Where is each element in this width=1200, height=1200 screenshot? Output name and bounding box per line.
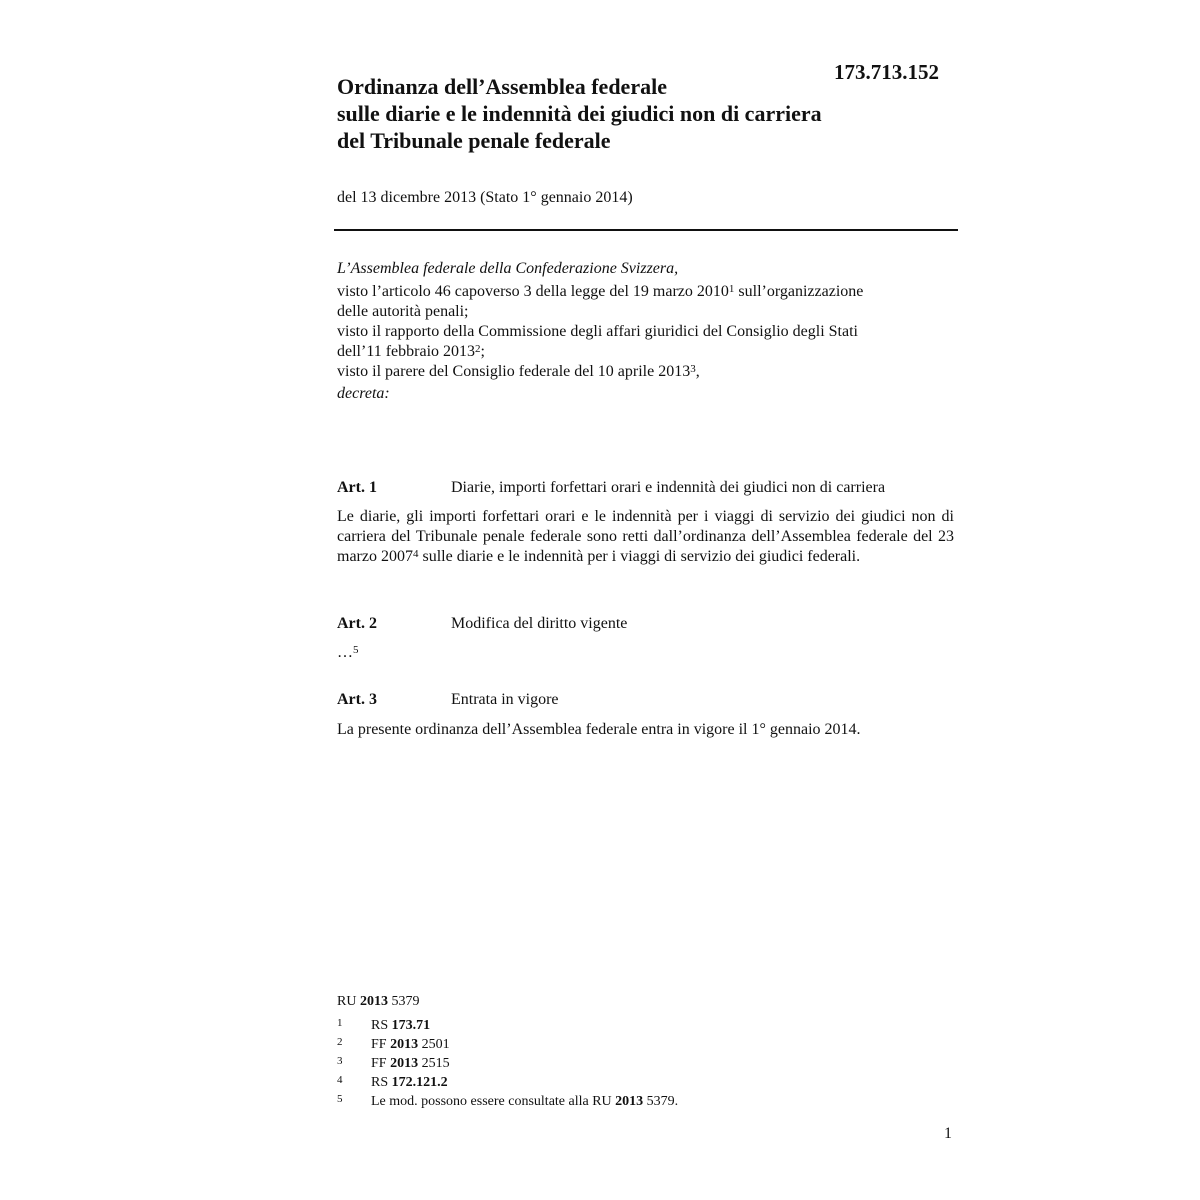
footnote — [337, 1091, 678, 1110]
footnote-prefix: RS — [371, 1075, 389, 1090]
footnote-suffix: 2515 — [421, 1056, 450, 1071]
footnote-bold: 2013 — [615, 1094, 644, 1109]
article-3-text: La presente ordinanza dell’Assemblea federale entra in vigore il 1° gennaio 2014. — [337, 721, 861, 738]
preamble-visto-1 — [337, 282, 957, 302]
footnote-suffix: 2501 — [421, 1037, 450, 1052]
preamble-text: visto l’articolo 46 capoverso 3 della legge del 19 marzo 2010 — [337, 283, 729, 300]
article-label: Art. 2 — [337, 615, 377, 632]
header-divider — [334, 229, 958, 231]
preamble-visto-1-cont: delle autorità penali; — [337, 303, 469, 320]
article-title: Diarie, importi forfettari orari e indennità dei giudici non di carriera — [451, 479, 886, 496]
footnote-number: 4 — [337, 1074, 343, 1086]
article-2-heading — [337, 615, 627, 633]
ru-page: 5379 — [391, 994, 420, 1009]
footnotes — [337, 1015, 678, 1110]
footnote-bold: 173.71 — [391, 1018, 431, 1033]
article-title: Modifica del diritto vigente — [451, 615, 628, 632]
footnote-prefix: RS — [371, 1018, 389, 1033]
article-2-text — [337, 644, 359, 662]
footnote-number: 2 — [337, 1036, 343, 1048]
sr-number: 173.713.152 — [834, 60, 939, 84]
footnote — [337, 1072, 678, 1091]
footnote-number: 5 — [337, 1093, 343, 1105]
article-3-heading — [337, 691, 559, 709]
ru-year: 2013 — [359, 994, 388, 1009]
footnote-ref[interactable]: 2 — [475, 343, 481, 355]
document-date: del 13 dicembre 2013 (Stato 1° gennaio 2014) — [337, 189, 633, 206]
title-line: Ordinanza dell’Assemblea federale — [337, 74, 667, 99]
footnote-bold: 2013 — [390, 1037, 419, 1052]
preamble-decreta: decreta: — [337, 385, 390, 402]
footnote-prefix: FF — [371, 1056, 387, 1071]
article-body: Le diarie, gli importi forfettari orari e le indennità per i viaggi di servizio dei giudici non di carriera del Tribunale penale federale sono retti dall’ordinanza dell’Assemblea federale del 23 marzo 2007 — [337, 508, 954, 565]
footnote-number: 3 — [337, 1055, 343, 1067]
footnote — [337, 1034, 678, 1053]
preamble-visto-2-cont — [337, 342, 957, 362]
footnote-prefix: Le mod. possono essere consultate alla RU — [371, 1094, 612, 1109]
footnote-bold: 172.121.2 — [391, 1075, 448, 1090]
preamble — [337, 259, 957, 404]
footnote-prefix: FF — [371, 1037, 387, 1052]
footnote-ref[interactable]: 3 — [690, 363, 696, 375]
preamble-text: sull’organizzazione — [734, 283, 864, 300]
footnote-number: 1 — [337, 1017, 343, 1029]
footnote-ref[interactable]: 1 — [728, 283, 735, 295]
footnote — [337, 1053, 678, 1072]
footnote-bold: 2013 — [390, 1056, 419, 1071]
document-title — [337, 73, 822, 154]
preamble-text: ; — [480, 343, 485, 360]
preamble-visto-3 — [337, 362, 957, 382]
title-line: sulle diarie e le indennità dei giudici non di carriera — [337, 101, 822, 126]
footnote-ref[interactable]: 5 — [353, 644, 359, 656]
article-1-text — [337, 507, 954, 567]
article-body: sulle diarie e le indennità per i viaggi di servizio dei giudici federali. — [418, 548, 861, 565]
preamble-text: , — [695, 363, 700, 380]
footnote — [337, 1015, 678, 1034]
article-label: Art. 1 — [337, 479, 377, 496]
article-1-heading — [337, 479, 885, 497]
article-title: Entrata in vigore — [451, 691, 559, 708]
article-body: … — [337, 644, 353, 661]
preamble-visto-2: visto il rapporto della Commissione degli affari giuridici del Consiglio degli Stati — [337, 323, 858, 340]
page-number: 1 — [944, 1125, 952, 1142]
article-label: Art. 3 — [337, 691, 377, 708]
ru-prefix: RU — [337, 994, 357, 1009]
title-line: del Tribunale penale federale — [337, 128, 611, 153]
ru-reference — [337, 994, 419, 1010]
footnote-suffix: 5379. — [646, 1094, 679, 1109]
footnote-ref[interactable]: 4 — [412, 548, 419, 560]
preamble-text: dell’11 febbraio 2013 — [337, 343, 476, 360]
preamble-text: visto il parere del Consiglio federale del 10 aprile 2013 — [337, 363, 691, 380]
preamble-intro: L’Assemblea federale della Confederazione Svizzera, — [337, 260, 679, 277]
